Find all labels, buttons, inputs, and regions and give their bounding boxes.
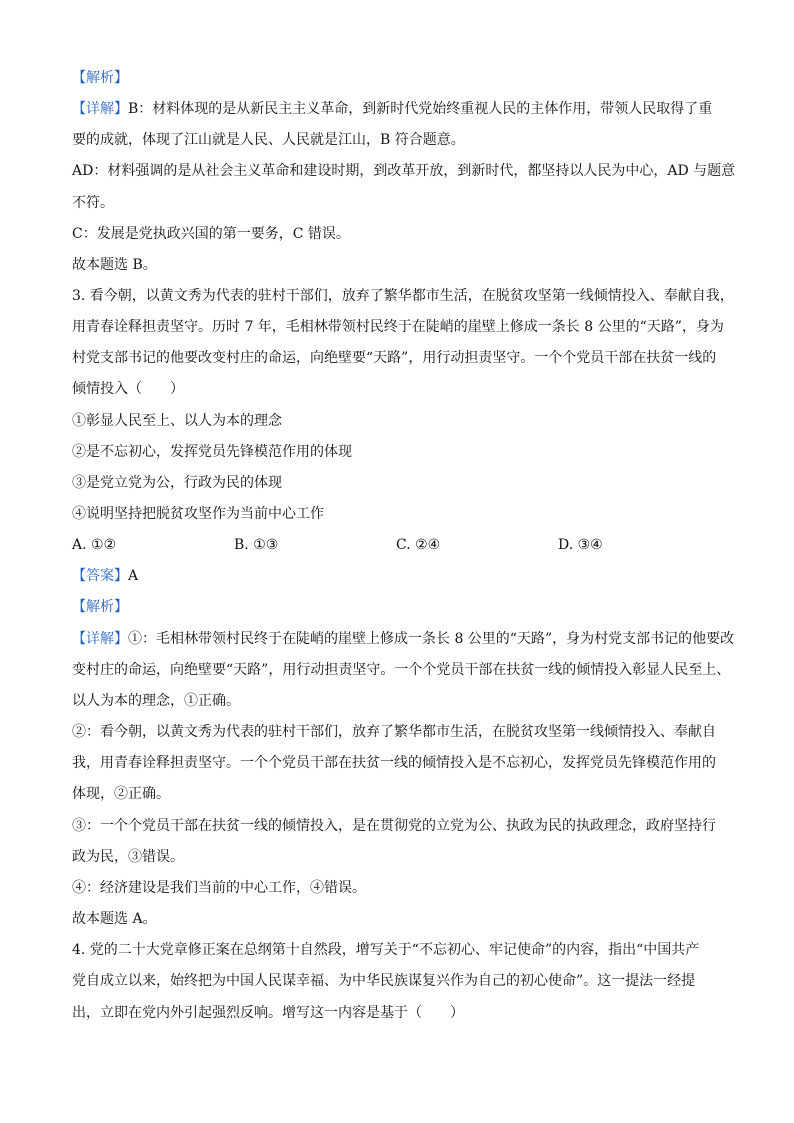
detail-1-line-1: 【详解】①：毛相林带领村民终于在陡峭的崖壁上修成一条长 8 公里的“天路”，身为村党支部书记的他要改 — [72, 631, 735, 647]
question-3-line-2: 用青春诠释担责坚守。历时 7 年，毛相林带领村民终于在陡峭的崖壁上修成一条长 8 公里的“天路”，身为 — [72, 319, 724, 335]
detail-b-line-1: 【详解】B：材料体现的是从新民主主义革命，到新时代党始终重视人民的主体作用，带领人民取得了重 — [72, 101, 713, 117]
question-4-line-1: 4. 党的二十大党章修正案在总纲第十自然段，增写关于“不忘初心、牢记使命”的内容，指出“中国共产 — [72, 942, 700, 958]
conclusion-a: 故本题选 A。 — [72, 911, 157, 927]
answer-tag: 【答案】 — [72, 568, 128, 584]
answer-line — [72, 567, 732, 585]
question-4-line-3: 出，立即在党内外引起强烈反响。增写这一内容是基于（ ） — [72, 1005, 464, 1021]
detail-3-line-1: ③：一个个党员干部在扶贫一线的倾情投入，是在贯彻党的立党为公、执政为民的执政理念，政府坚持行 — [72, 818, 716, 834]
question-3-line-3: 村党支部书记的他要改变村庄的命运，向绝壁要“天路”，用行动担责坚守。一个个党员干部在扶贫一线的 — [72, 350, 717, 366]
analysis-heading: 【解析】 — [72, 70, 128, 86]
statement-4: ④说明坚持把脱贫攻坚作为当前中心工作 — [72, 506, 324, 522]
detail-b-line-2: 要的成就，体现了江山就是人民、人民就是江山，B 符合题意。 — [72, 132, 465, 148]
option-c: C. ②④ — [396, 537, 441, 553]
detail-3-line-2: 政为民，③错误。 — [72, 849, 184, 865]
option-d: D. ③④ — [558, 537, 603, 553]
detail-tag: 【详解】 — [72, 631, 128, 647]
detail-c-line: C：发展是党执政兴国的第一要务，C 错误。 — [72, 226, 350, 242]
detail-2-line-3: 体现，②正确。 — [72, 786, 170, 802]
detail-1-line-2: 变村庄的命运，向绝壁要“天路”，用行动担责坚守。一个个党员干部在扶贫一线的倾情投入彰显人民至上、 — [72, 662, 731, 678]
detail-2-line-1: ②：看今朝，以黄文秀为代表的驻村干部们，放弃了繁华都市生活，在脱贫攻坚第一线倾情投入、奉献自 — [72, 724, 716, 740]
answer-value: A — [128, 568, 139, 584]
detail-ad-line-2: 不符。 — [72, 195, 114, 211]
option-b: B. ①③ — [234, 537, 279, 553]
statement-3: ③是党立党为公，行政为民的体现 — [72, 475, 282, 491]
detail-4-line: ④：经济建设是我们当前的中心工作，④错误。 — [72, 880, 366, 896]
detail-ad-line-1: AD：材料强调的是从社会主义革命和建设时期，到改革开放，到新时代，都坚持以人民为中心，AD 与题意 — [72, 163, 736, 179]
detail-1-line-3: 以人为本的理念，①正确。 — [72, 693, 240, 709]
option-a: A. ①② — [72, 537, 117, 553]
detail-2-line-2: 我，用青春诠释担责坚守。一个个党员干部在扶贫一线的倾情投入是不忘初心，发挥党员先锋模范作用的 — [72, 755, 716, 771]
analysis-heading-q3: 【解析】 — [72, 599, 128, 615]
conclusion-b: 故本题选 B。 — [72, 257, 157, 273]
question-4-line-2: 党自成立以来，始终把为中国人民谋幸福、为中华民族谋复兴作为自己的初心使命”。这一提法一经提 — [72, 973, 696, 989]
statement-2: ②是不忘初心，发挥党员先锋模范作用的体现 — [72, 444, 352, 460]
question-3-line-1: 3. 看今朝，以黄文秀为代表的驻村干部们，放弃了繁华都市生活，在脱贫攻坚第一线倾情投入、奉献自我， — [72, 288, 734, 304]
statement-1: ①彰显人民至上、以人为本的理念 — [72, 413, 282, 429]
detail-tag: 【详解】 — [72, 101, 128, 117]
question-3-line-4: 倾情投入（ ） — [72, 381, 184, 397]
